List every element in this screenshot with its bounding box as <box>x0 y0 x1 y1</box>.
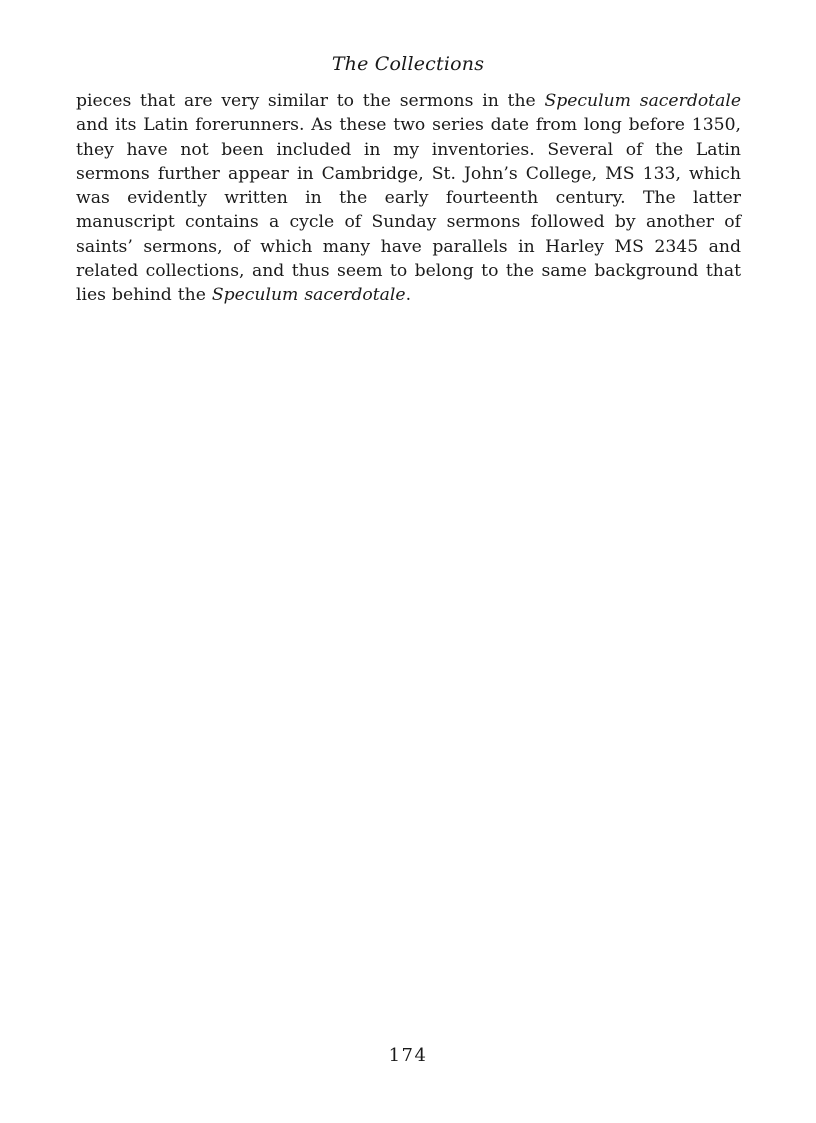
title-italic: Speculum sacerdotale <box>544 91 741 111</box>
running-head: The Collections <box>331 53 485 75</box>
text-segment: pieces that are very similar to the sermons in the <box>76 91 545 111</box>
text-segment: and its Latin forerunners. As these two series date from long before 1350, they have not been included in my inventories. Several of the Latin sermons further appear in Cambridge, St. John’s College, MS 133, which was evidently written in the early fourteenth century. The latter manuscript contains a cycle of Sunday sermons followed by another of saints’ sermons, of which many have parallels in Harley MS 2345 and related collections, and thus seem to belong to the same background that lies behind the <box>76 115 741 306</box>
body-paragraph <box>76 89 741 308</box>
page-number: 174 <box>388 1045 428 1066</box>
title-italic: Speculum sacerdotale <box>211 285 406 306</box>
text-segment: . <box>405 285 412 306</box>
